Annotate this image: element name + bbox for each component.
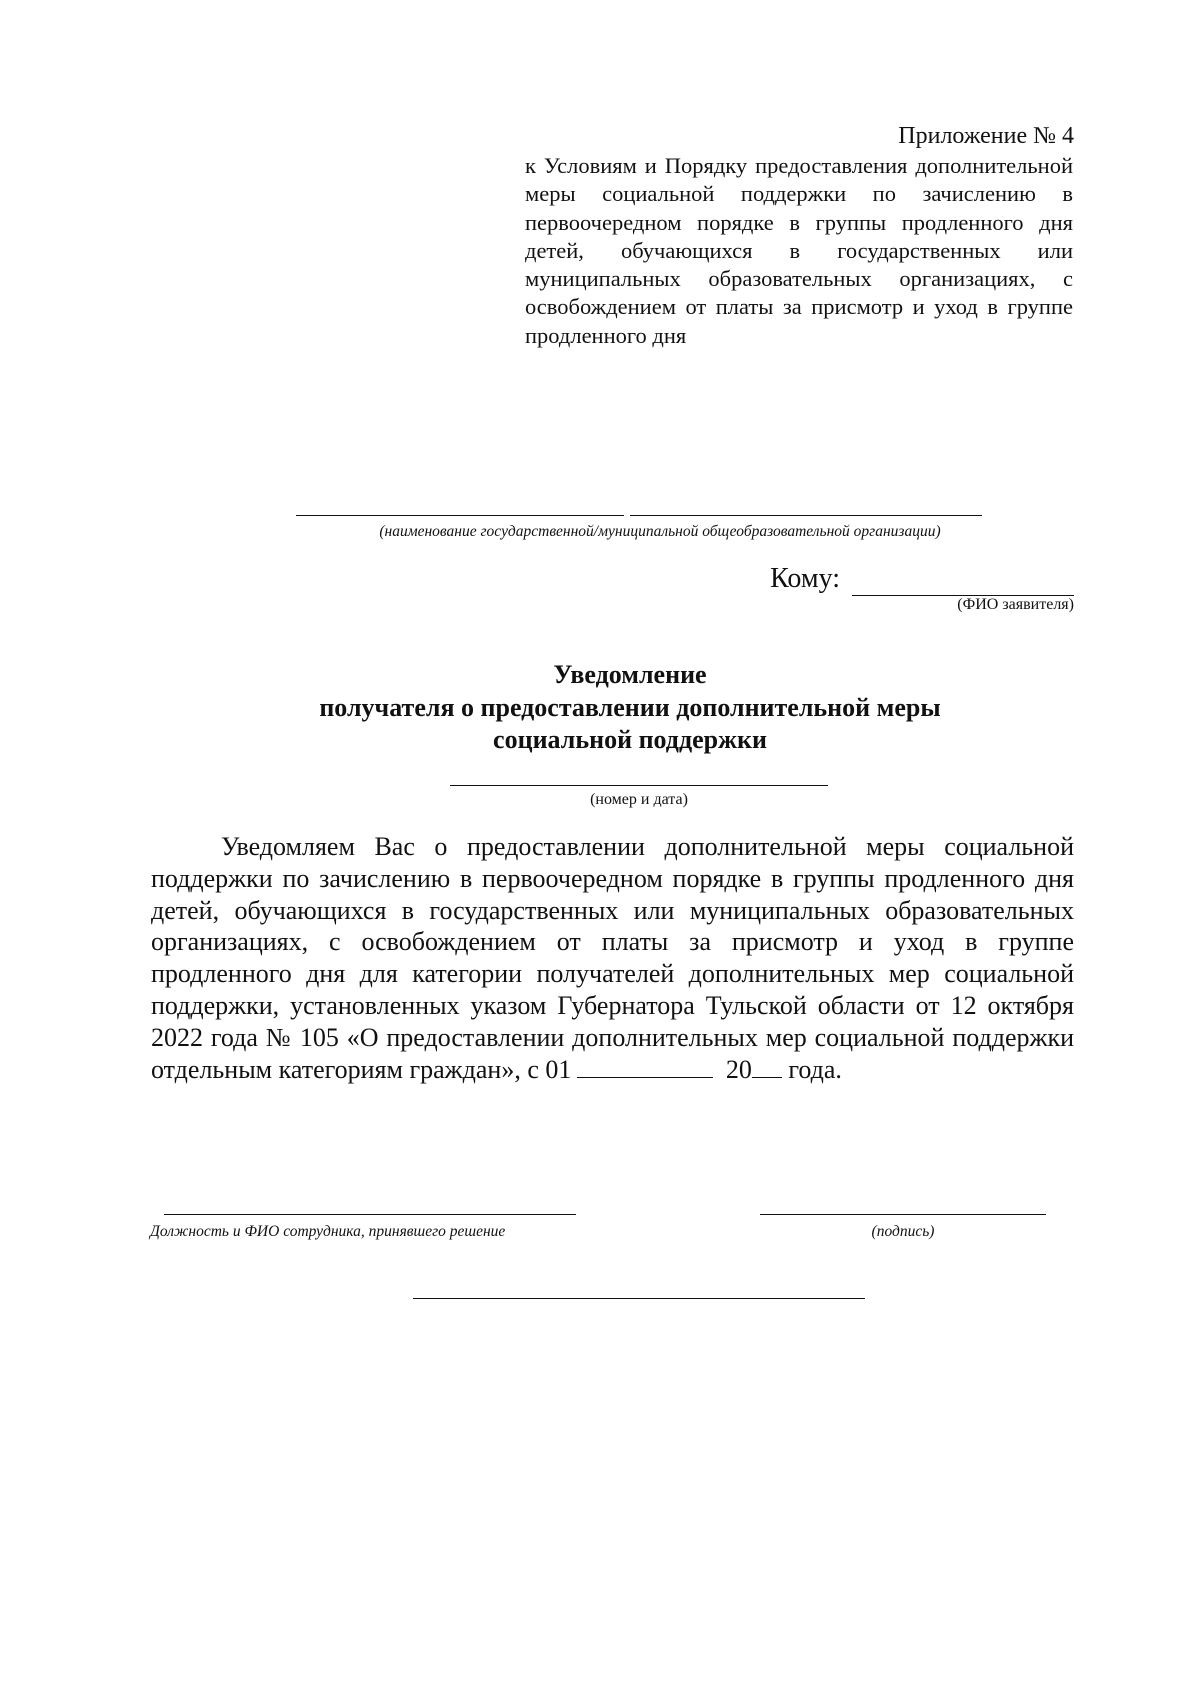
signature-caption: (подпись) xyxy=(871,1223,935,1240)
appendix-number: Приложение № 4 xyxy=(898,123,1074,149)
title-line-3: социальной поддержки xyxy=(493,725,767,754)
title-line-2: получателя о предоставлении дополнительной меры xyxy=(319,692,941,722)
recipient-name-line xyxy=(852,569,1074,596)
recipient-caption: (ФИО заявителя) xyxy=(957,596,1074,613)
organization-name-line-continued xyxy=(630,515,982,516)
number-date-caption: (номер и дата) xyxy=(590,791,688,808)
employee-line xyxy=(164,1214,576,1215)
body-end-text: года. xyxy=(788,1054,842,1084)
organization-caption: (наименование государственной/муниципальной общеобразовательной организации) xyxy=(379,523,941,540)
title-line-1: Уведомление xyxy=(553,660,707,689)
recipient-label: Кому: xyxy=(770,563,840,594)
employee-caption: Должность и ФИО сотрудника, принявшего решение xyxy=(150,1223,506,1240)
year-blank-line xyxy=(752,1055,782,1078)
organization-name-line xyxy=(296,515,624,516)
end-divider-line xyxy=(413,1298,865,1299)
month-blank-line xyxy=(577,1055,713,1078)
number-date-line xyxy=(450,785,828,786)
appendix-reference: к Условиям и Порядку предоставления дополнительной меры социальной поддержки по зачислению в первоочередном порядке в группы продленного дня детей, обучающихся в государственных или муниципальных образовательных организациях, с освобождением от платы за присмотр и уход в группе продленного дня xyxy=(525,153,1073,348)
signature-line xyxy=(760,1214,1046,1215)
notification-body xyxy=(151,831,1074,1085)
document-title xyxy=(240,659,1020,757)
recipient-row xyxy=(770,562,1074,596)
body-main-text: Уведомляем Вас о предоставлении дополнительной меры социальной поддержки по зачислению в первоочередном порядке в группы продленного дня детей, обучающихся в государственных или муниципальных образовательных организациях, с освобождением от платы за присмотр и уход в группе продленного дня для категории получателей дополнительных мер социальной поддержки, установленных указом Губернатора Тульской области от 12 октября 2022 года № 105 «О предоставлении дополнительных мер социальной поддержки отдельным категориям граждан», с 01 xyxy=(151,832,1074,1084)
year-prefix: 20 xyxy=(725,1054,752,1084)
